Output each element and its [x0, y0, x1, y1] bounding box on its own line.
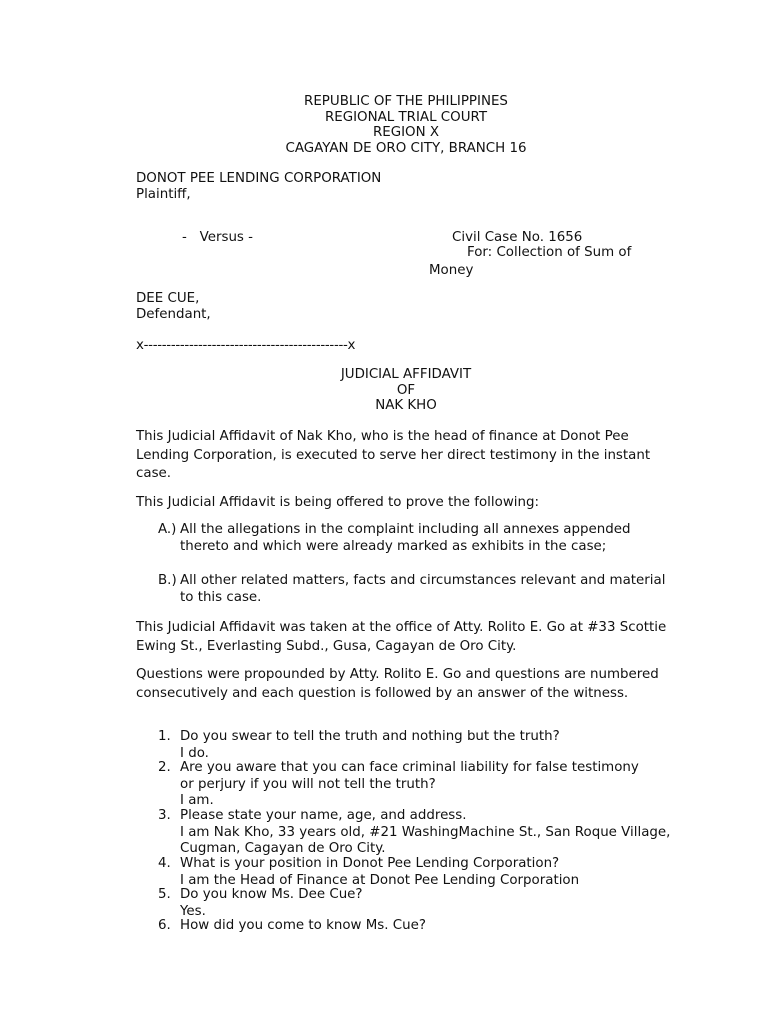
question-number: 3.: [158, 808, 171, 823]
answer-text: I am.: [180, 793, 214, 808]
question-number: 6.: [158, 918, 171, 933]
question-text: How did you come to know Ms. Cue?: [180, 918, 426, 933]
question-text: Do you know Ms. Dee Cue?: [180, 887, 363, 902]
court-header-city-branch: CAGAYAN DE ORO CITY, BRANCH 16: [285, 141, 527, 156]
question-item: [158, 760, 678, 808]
versus-label: - Versus -: [182, 230, 253, 245]
answer-text: I do.: [180, 745, 209, 761]
defendant-label: Defendant,: [136, 307, 211, 322]
purpose-item-marker: A.): [158, 522, 177, 537]
question-number: 2.: [158, 760, 171, 775]
caption-separator: x---------------------------------------------x: [136, 338, 356, 353]
questions-intro-paragraph: Questions were propounded by Atty. Rolito E. Go and questions are numbered consecutively and each question is followed by an answer of the witness.: [136, 667, 659, 701]
question-number: 4.: [158, 856, 171, 871]
affidavit-title: JUDICIAL AFFIDAVIT: [340, 367, 472, 382]
purpose-paragraph: This Judicial Affidavit is being offered to prove the following:: [136, 495, 539, 510]
case-nature-line1: For: Collection of Sum of: [467, 245, 632, 260]
court-header-rtc: REGIONAL TRIAL COURT: [324, 110, 488, 125]
question-item: [158, 808, 678, 858]
plaintiff-name: DONOT PEE LENDING CORPORATION: [136, 171, 382, 186]
answer-text: Yes.: [180, 903, 206, 919]
affidavit-title-of: OF: [396, 383, 416, 398]
question-text: Please state your name, age, and address.: [180, 808, 467, 823]
answer-text: I am the Head of Finance at Donot Pee Lending Corporation: [180, 872, 580, 888]
case-number: Civil Case No. 1656: [452, 230, 583, 245]
question-item: [158, 856, 678, 888]
question-text: Do you swear to tell the truth and nothing but the truth?: [180, 729, 560, 744]
purpose-item-text: All other related matters, facts and circumstances relevant and material to this case.: [180, 573, 666, 605]
purpose-item-b: [158, 573, 678, 607]
purpose-item-a: [158, 522, 678, 572]
affidavit-title-affiant: NAK KHO: [375, 398, 437, 413]
defendant-name: DEE CUE,: [136, 291, 200, 306]
question-item: [158, 729, 678, 761]
plaintiff-label: Plaintiff,: [136, 187, 191, 202]
question-item: [158, 918, 678, 936]
question-number: 1.: [158, 729, 171, 744]
case-nature-line2: Money: [429, 263, 474, 278]
question-number: 5.: [158, 887, 171, 902]
court-header-republic: REPUBLIC OF THE PHILIPPINES: [304, 94, 508, 109]
purpose-item-text: All the allegations in the complaint including all annexes appended thereto and which were already marked as exhibits in the case;: [180, 522, 631, 554]
purpose-item-marker: B.): [158, 573, 177, 588]
intro-paragraph: This Judicial Affidavit of Nak Kho, who is the head of finance at Donot Pee Lending Corporation, is executed to serve her direct testimony in the instant case.: [136, 429, 651, 481]
answer-text: I am Nak Kho, 33 years old, #21 WashingMachine St., San Roque Village, Cugman, Cagayan de Oro City.: [180, 824, 671, 856]
court-header-region: REGION X: [372, 125, 440, 140]
question-item: [158, 887, 678, 919]
question-text: What is your position in Donot Pee Lending Corporation?: [180, 856, 560, 871]
question-text: Are you aware that you can face criminal liability for false testimony or perjury if you will not tell the truth?: [180, 760, 639, 792]
taken-at-paragraph: This Judicial Affidavit was taken at the office of Atty. Rolito E. Go at #33 Scottie Ewing St., Everlasting Subd., Gusa, Cagayan de Oro City.: [136, 620, 667, 654]
